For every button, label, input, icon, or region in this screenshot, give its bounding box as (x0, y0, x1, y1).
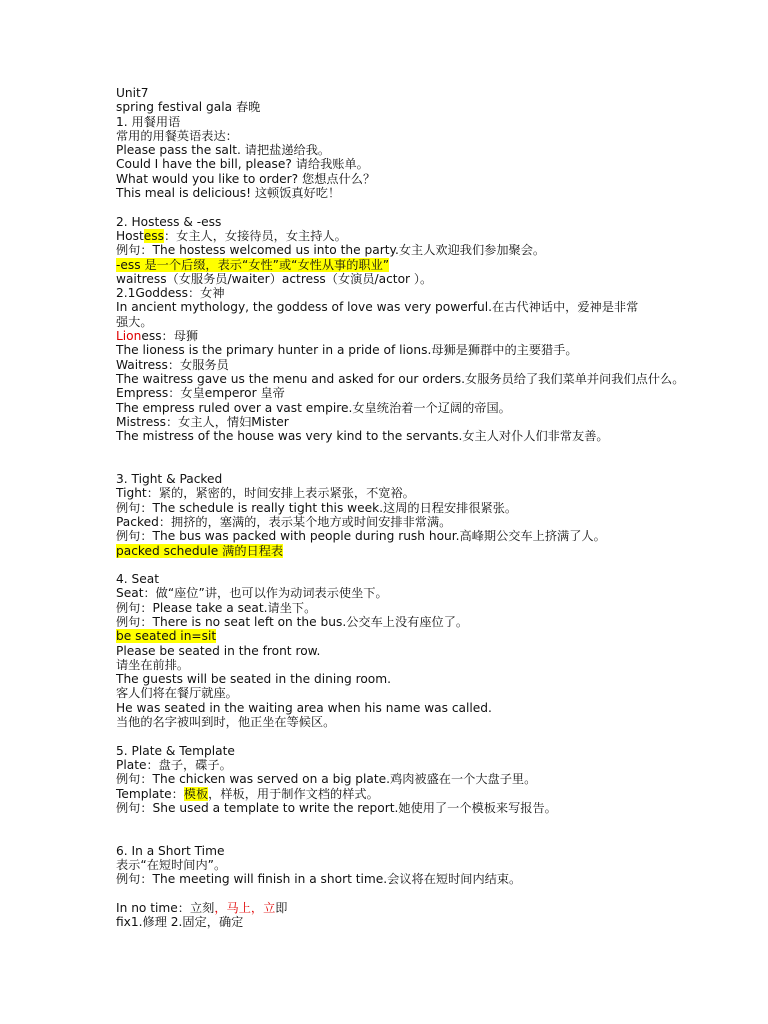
waitress-title: Waitress：女服务员 (116, 357, 229, 372)
in-no-time-prefix: In no time：立刻 (116, 900, 215, 915)
seated-example: He was seated in the waiting area when his name was called. (116, 700, 492, 715)
hostess-prefix: Host (116, 228, 144, 243)
blank-line (116, 815, 676, 829)
in-no-time-definition (116, 901, 676, 915)
template-example: 例句：She used a template to write the report.她使用了一个模板来写报告。 (116, 800, 557, 815)
in-no-time-red-text: ，马上，立 (214, 900, 276, 915)
goddess-example: In ancient mythology, the goddess of love was very powerful.在古代神话中，爱神是非常 (116, 300, 639, 315)
lioness-title (116, 329, 676, 343)
blank-line (116, 729, 676, 743)
packed-example: 例句：The bus was packed with people during rush hour.高峰期公交车上挤满了人。 (116, 529, 606, 544)
seat-definition: Seat：做“座位”讲，也可以作为动词表示使坐下。 (116, 586, 388, 601)
section-6-heading: 6. In a Short Time (116, 843, 225, 858)
section-1-intro: 常用的用餐英语表达： (116, 128, 238, 143)
ess-highlight: ess (143, 228, 164, 243)
blank-line (116, 558, 676, 572)
goddess-title: 2.1Goddess：女神 (116, 286, 225, 301)
packed-schedule-highlight: packed schedule 满的日程表 (116, 543, 284, 558)
hostess-example: 例句：The hostess welcomed us into the party.女主人欢迎我们参加聚会。 (116, 243, 546, 258)
mistress-title: Mistress：女主人，情妇Mister (116, 414, 289, 429)
be-seated-note (116, 629, 676, 643)
short-time-meaning: 表示“在短时间内”。 (116, 858, 227, 873)
section-1-heading: 1. 用餐用语 (116, 114, 181, 129)
fix-definition: fix1.修理 2.固定，确定 (116, 915, 244, 930)
plate-example: 例句：The chicken was served on a big plate.鸡肉被盛在一个大盘子里。 (116, 772, 537, 787)
template-highlight: 模板 (183, 786, 209, 801)
dining-phrase: Please pass the salt. 请把盐递给我。 (116, 143, 331, 158)
blank-line (116, 887, 676, 901)
mistress-example: The mistress of the house was very kind to the servants.女主人对仆人们非常友善。 (116, 429, 609, 444)
seated-example-cn: 客人们将在餐厅就座。 (116, 686, 238, 701)
short-time-example: 例句：The meeting will finish in a short time.会议将在短时间内结束。 (116, 872, 522, 887)
subtitle: spring festival gala 春晚 (116, 100, 261, 115)
blank-line (116, 829, 676, 843)
section-2-heading: 2. Hostess & -ess (116, 214, 222, 229)
be-seated-highlight: be seated in=sit (116, 629, 217, 644)
waitress-example: The waitress gave us the menu and asked for our orders.女服务员给了我们菜单并问我们点什么。 (116, 371, 685, 386)
lioness-example: The lioness is the primary hunter in a pride of lions.母狮是狮群中的主要猎手。 (116, 343, 578, 358)
empress-example: The empress ruled over a vast empire.女皇统治着一个辽阔的帝国。 (116, 400, 511, 415)
lion-red-text: Lion (116, 329, 142, 344)
template-meaning: ，样板，用于制作文档的样式。 (208, 786, 379, 801)
seated-example: The guests will be seated in the dining room. (116, 672, 391, 687)
empress-title: Empress：女皇emperor 皇帝 (116, 386, 285, 401)
packed-definition: Packed：拥挤的，塞满的，表示某个地方或时间安排非常满。 (116, 514, 452, 529)
template-definition (116, 787, 676, 801)
tight-definition: Tight：紧的，紧密的，时间安排上表示紧张，不宽裕。 (116, 486, 415, 501)
in-no-time-suffix: 即 (275, 900, 288, 915)
template-prefix: Template： (116, 786, 184, 801)
dining-phrase: Could I have the bill, please? 请给我账单。 (116, 157, 369, 172)
hostess-definition (116, 229, 676, 243)
lioness-rest: ess：母狮 (141, 329, 199, 344)
blank-line (116, 200, 676, 214)
hostess-meaning: ：女主人，女接待员，女主持人。 (163, 228, 347, 243)
unit-title: Unit7 (116, 86, 149, 100)
document-body (116, 86, 685, 930)
goddess-example-cont: 强大。 (116, 314, 153, 329)
ess-note-highlight: -ess 是一个后缀，表示“女性”或“女性从事的职业” (116, 257, 390, 272)
tight-example: 例句：The schedule is really tight this week.这周的日程安排很紧张。 (116, 500, 518, 515)
seat-example-1: 例句：Please take a seat.请坐下。 (116, 600, 317, 615)
seated-example-cn: 请坐在前排。 (116, 657, 190, 672)
section-5-heading: 5. Plate & Template (116, 743, 235, 758)
dining-phrase: What would you like to order? 您想点什么？ (116, 171, 376, 186)
dining-phrase: This meal is delicious! 这顿饭真好吃！ (116, 186, 341, 201)
seated-example-cn: 当他的名字被叫到时，他正坐在等候区。 (116, 715, 336, 730)
ess-examples: waitress（女服务员/waiter）actress（女演员/actor ）。 (116, 271, 433, 286)
packed-schedule-note (116, 544, 676, 558)
section-4-heading: 4. Seat (116, 572, 159, 587)
section-3-heading: 3. Tight & Packed (116, 472, 223, 487)
seat-example-2: 例句：There is no seat left on the bus.公交车上没有座位了。 (116, 614, 469, 629)
ess-suffix-note (116, 258, 676, 272)
seated-example: Please be seated in the front row. (116, 643, 321, 658)
blank-line (116, 443, 676, 457)
blank-line (116, 458, 676, 472)
plate-definition: Plate：盘子，碟子。 (116, 757, 232, 772)
